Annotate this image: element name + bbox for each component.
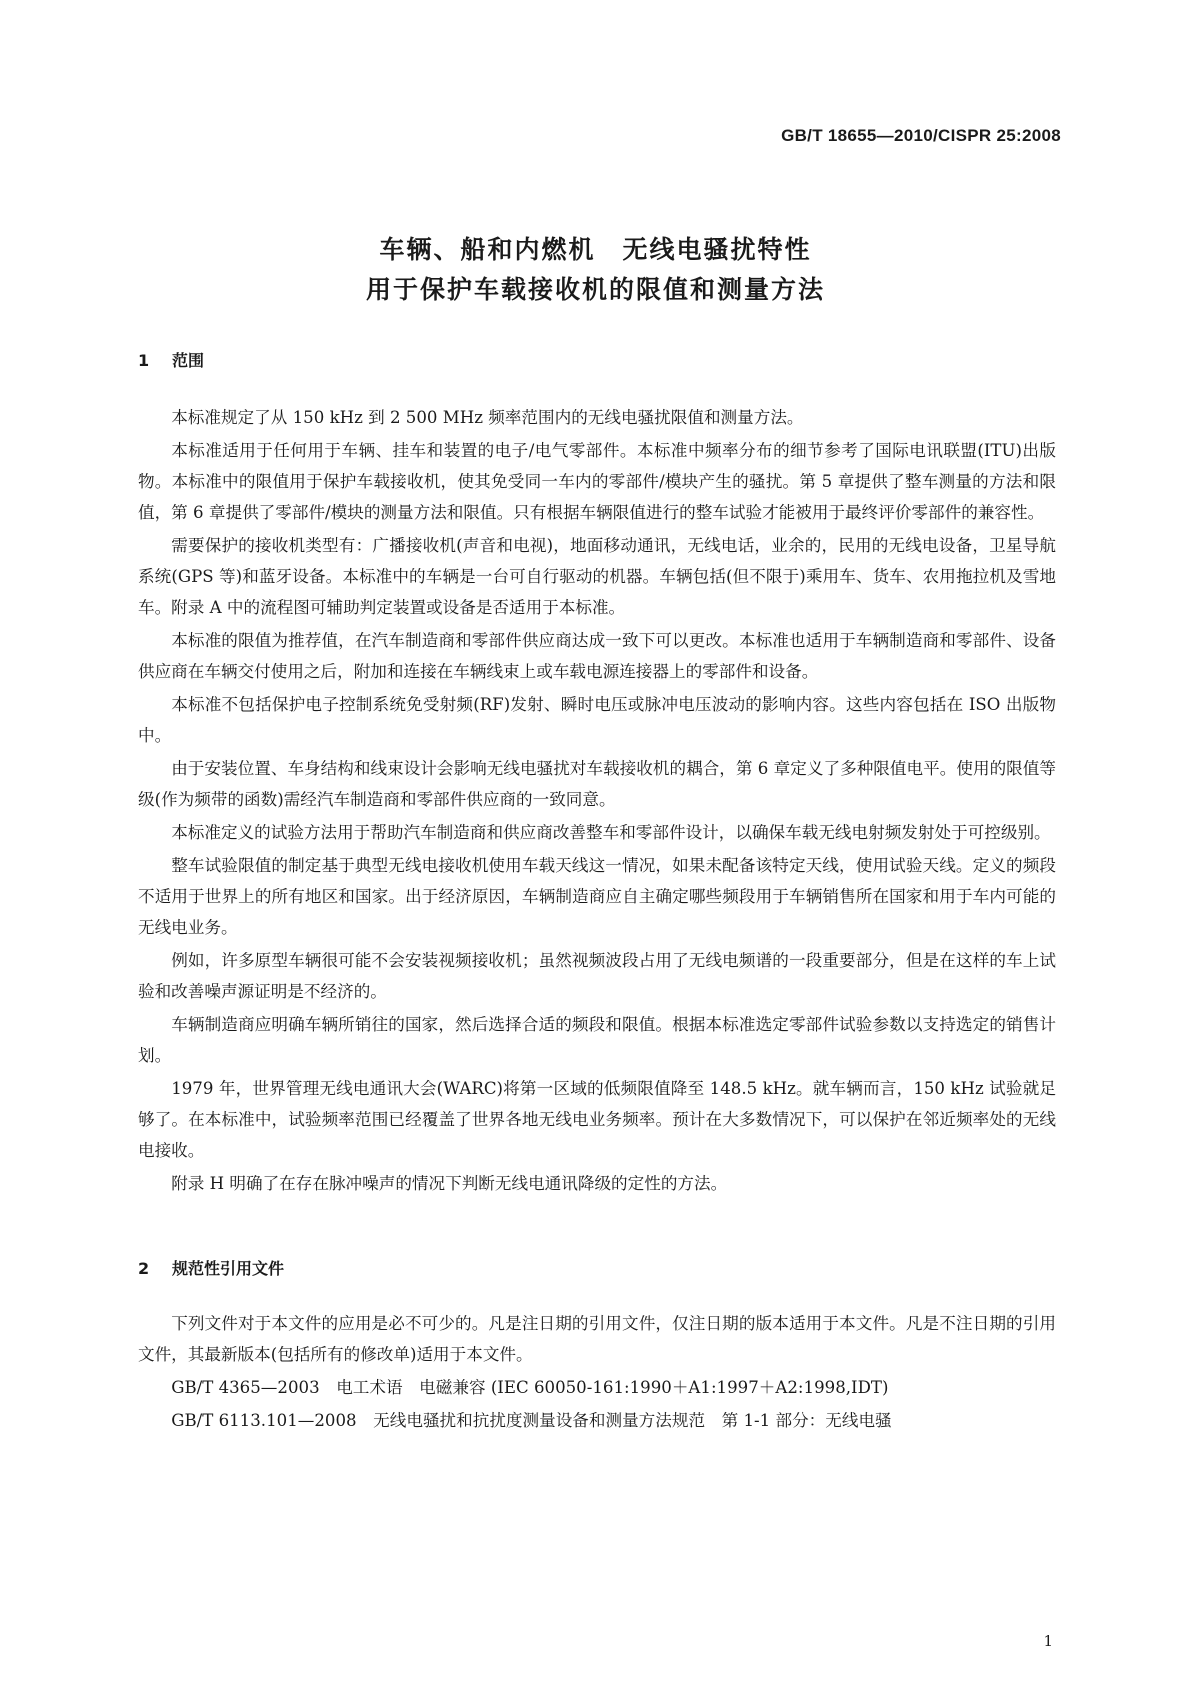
paragraph: 由于安装位置、车身结构和线束设计会影响无线电骚扰对车载接收机的耦合，第 6 章定义了多种限值电平。使用的限值等级(作为频带的函数)需经汽车制造商和零部件供应商的一致同意。	[138, 759, 1056, 809]
section-2-number: 2	[138, 1259, 150, 1278]
paragraph: 本标准规定了从 150 kHz 到 2 500 MHz 频率范围内的无线电骚扰限值和测量方法。	[171, 408, 804, 427]
page-number: 1	[1043, 1632, 1053, 1650]
paragraph: 本标准适用于任何用于车辆、挂车和装置的电子/电气零部件。本标准中频率分布的细节参考了国际电讯联盟(ITU)出版物。本标准中的限值用于保护车载接收机，使其免受同一车内的零部件/模块产生的骚扰。第 5 章提供了整车测量的方法和限值，第 6 章提供了零部件/模块的测量方法和限值。只有根据车辆限值进行的整车试验才能被用于最终评价零部件的兼容性。	[138, 441, 1056, 522]
section-2-body	[138, 1308, 1056, 1438]
standard-code: GB/T 18655—2010/CISPR 25:2008	[781, 126, 1061, 145]
paragraph: 整车试验限值的制定基于典型无线电接收机使用车载天线这一情况，如果未配备该特定天线，使用试验天线。定义的频段不适用于世界上的所有地区和国家。出于经济原因，车辆制造商应自主确定哪些频段用于车辆销售所在国家和用于车内可能的无线电业务。	[138, 856, 1056, 937]
paragraph: 本标准定义的试验方法用于帮助汽车制造商和供应商改善整车和零部件设计，以确保车载无线电射频发射处于可控级别。	[171, 823, 1051, 842]
section-1-title: 范围	[172, 351, 205, 370]
document-title	[0, 230, 1191, 310]
paragraph: 附录 H 明确了在存在脉冲噪声的情况下判断无线电通讯降级的定性的方法。	[171, 1174, 728, 1193]
paragraph: 下列文件对于本文件的应用是必不可少的。凡是注日期的引用文件，仅注日期的版本适用于本文件。凡是不注日期的引用文件，其最新版本(包括所有的修改单)适用于本文件。	[138, 1314, 1056, 1364]
title-line-2: 用于保护车载接收机的限值和测量方法	[365, 275, 825, 304]
reference-item: GB/T 6113.101—2008 无线电骚扰和抗扰度测量设备和测量方法规范 第 1-1 部分：无线电骚	[171, 1411, 892, 1430]
section-1-heading	[138, 348, 204, 371]
section-2-heading	[138, 1256, 284, 1279]
paragraph: 1979 年，世界管理无线电通讯大会(WARC)将第一区域的低频限值降至 148.5 kHz。就车辆而言，150 kHz 试验就足够了。在本标准中，试验频率范围已经覆盖了世界各地无线电业务频率。预计在大多数情况下，可以保护在邻近频率处的无线电接收。	[138, 1079, 1056, 1160]
paragraph: 需要保护的接收机类型有：广播接收机(声音和电视)，地面移动通讯，无线电话，业余的，民用的无线电设备，卫星导航系统(GPS 等)和蓝牙设备。本标准中的车辆是一台可自行驱动的机器。车辆包括(但不限于)乘用车、货车、农用拖拉机及雪地车。附录 A 中的流程图可辅助判定装置或设备是否适用于本标准。	[138, 536, 1056, 617]
paragraph: 车辆制造商应明确车辆所销往的国家，然后选择合适的频段和限值。根据本标准选定零部件试验参数以支持选定的销售计划。	[138, 1015, 1056, 1065]
reference-item: GB/T 4365—2003 电工术语 电磁兼容 (IEC 60050-161:1990＋A1:1997＋A2:1998,IDT)	[171, 1378, 889, 1397]
paragraph: 例如，许多原型车辆很可能不会安装视频接收机；虽然视频波段占用了无线电频谱的一段重要部分，但是在这样的车上试验和改善噪声源证明是不经济的。	[138, 951, 1056, 1001]
section-1-body	[138, 402, 1056, 1201]
section-1-number: 1	[138, 351, 150, 370]
paragraph: 本标准不包括保护电子控制系统免受射频(RF)发射、瞬时电压或脉冲电压波动的影响内容。这些内容包括在 ISO 出版物中。	[138, 695, 1056, 745]
section-2-title: 规范性引用文件	[172, 1259, 285, 1278]
title-line-1: 车辆、船和内燃机 无线电骚扰特性	[379, 235, 812, 264]
paragraph: 本标准的限值为推荐值，在汽车制造商和零部件供应商达成一致下可以更改。本标准也适用于车辆制造商和零部件、设备供应商在车辆交付使用之后，附加和连接在车辆线束上或车载电源连接器上的零部件和设备。	[138, 631, 1056, 681]
